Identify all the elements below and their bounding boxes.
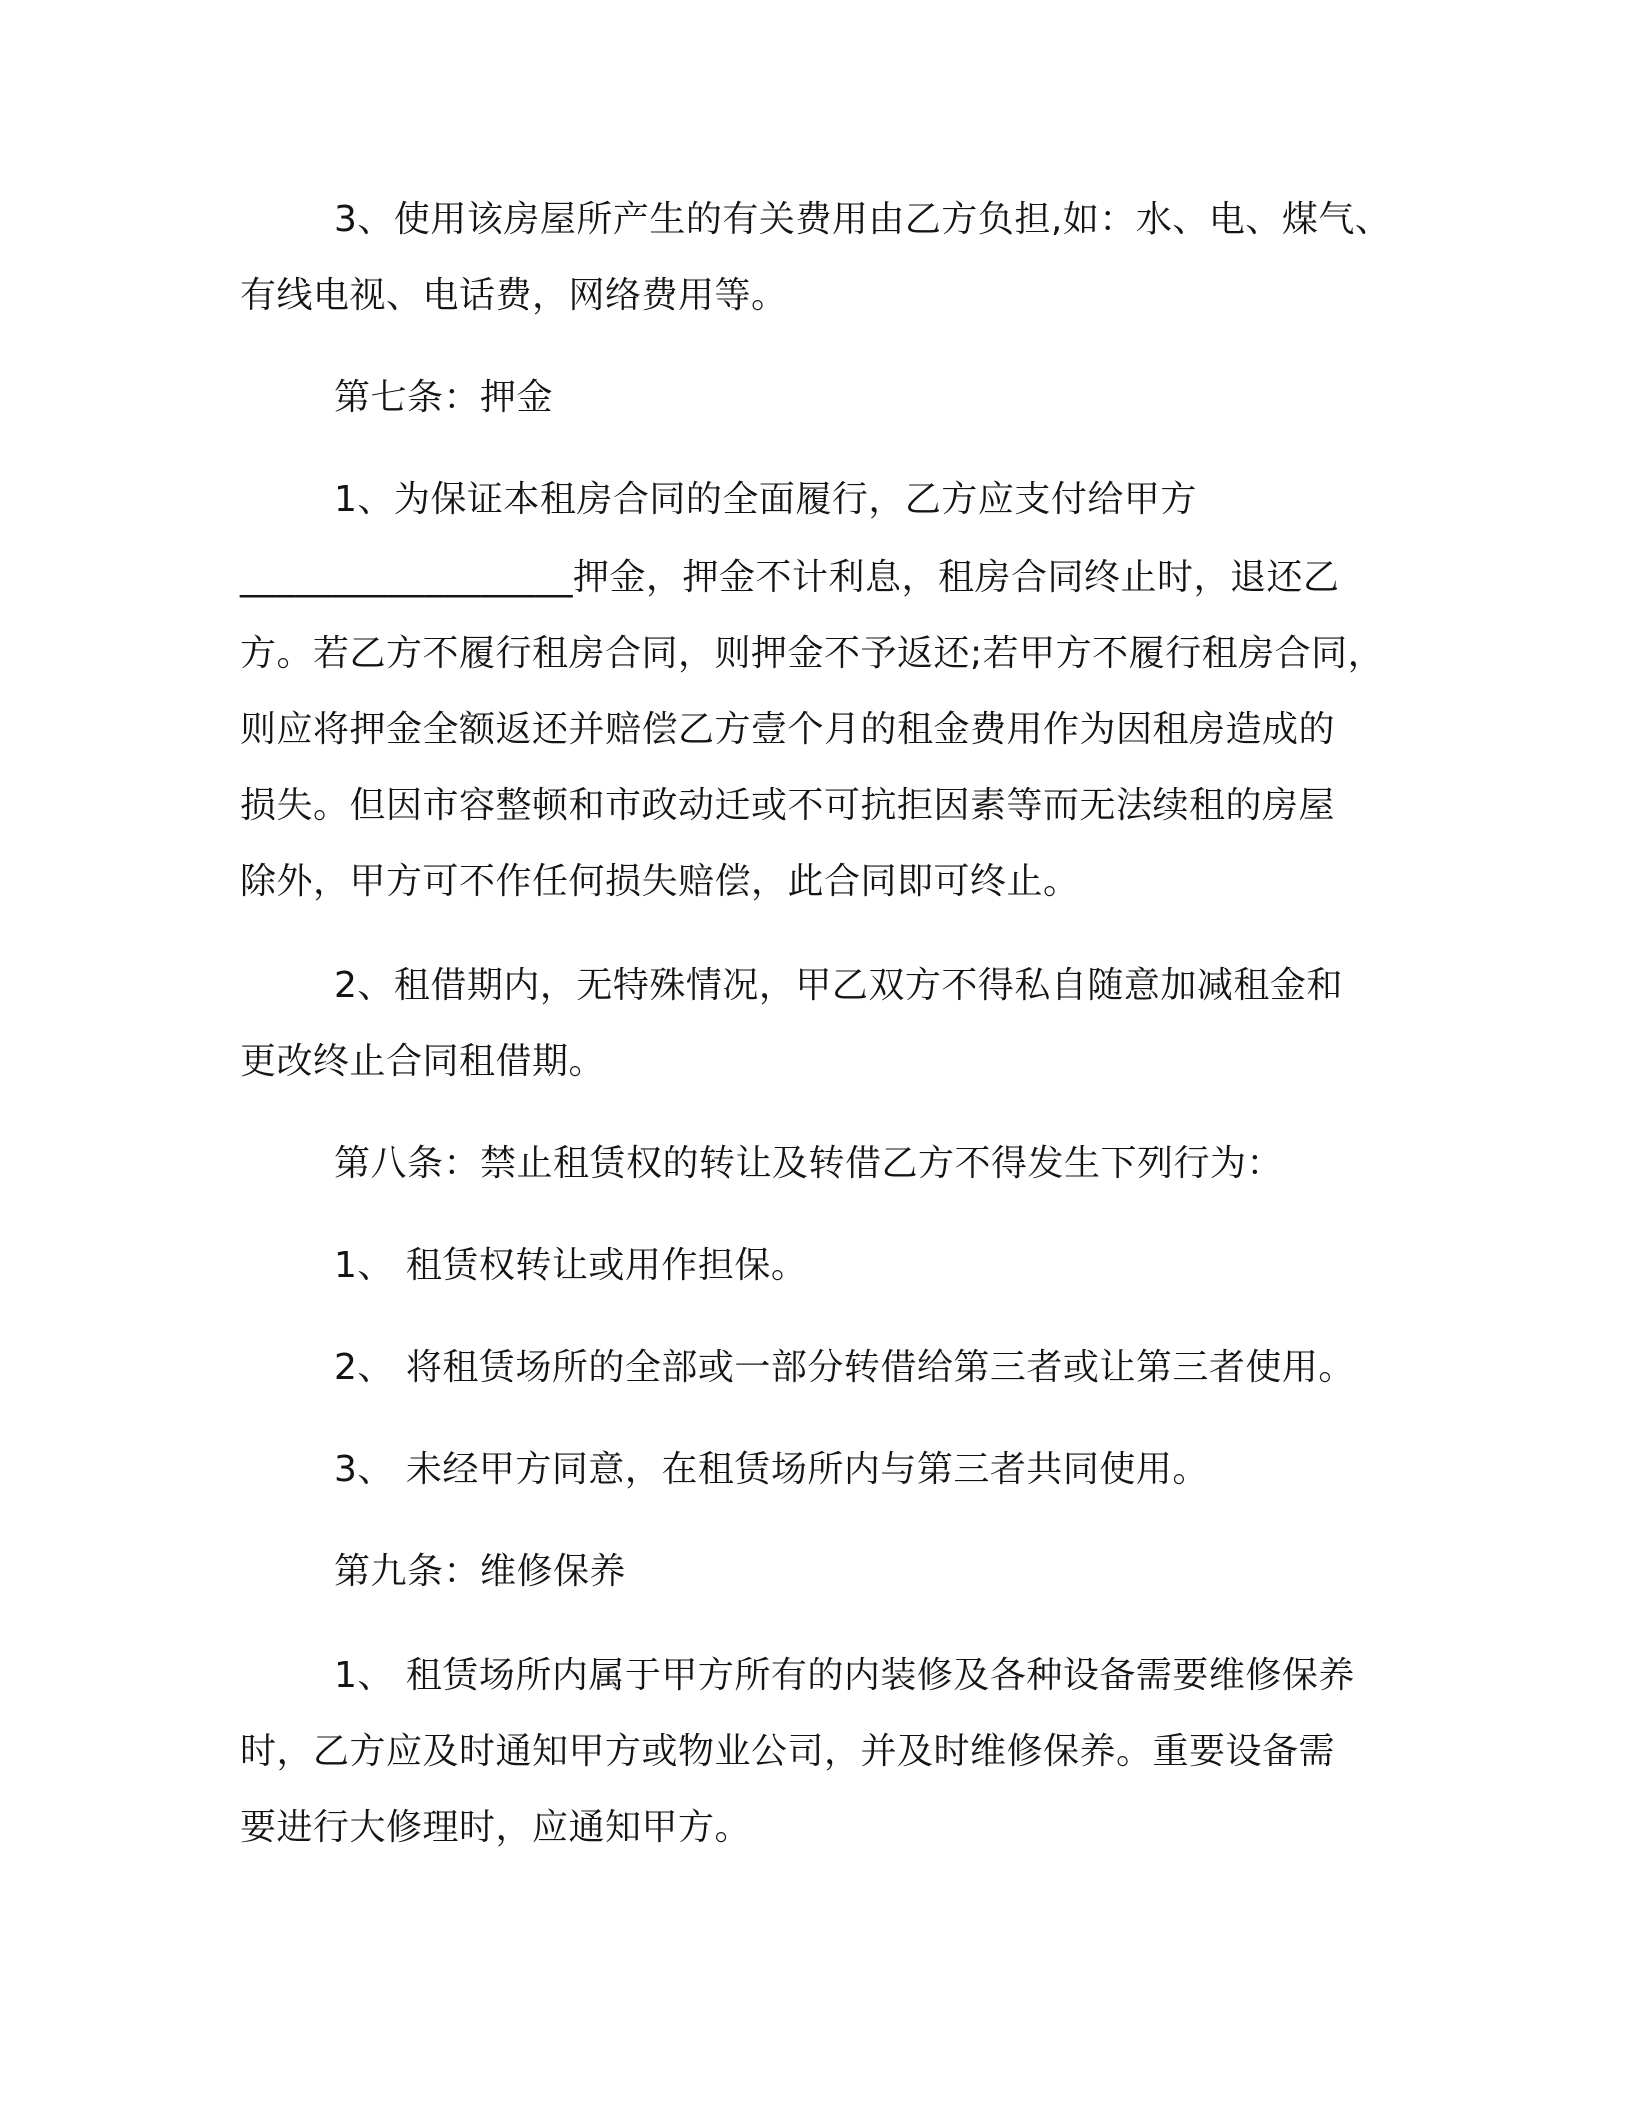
clause-7-item-1-line-5: 损失。但因市容整顿和市政动迁或不可抗拒因素等而无法续租的房屋 <box>240 785 1336 826</box>
clause-6-item-3-line-2: 有线电视、电话费，网络费用等。 <box>240 275 788 316</box>
clause-7-item-1-line-6: 除外，甲方可不作任何损失赔偿，此合同即可终止。 <box>240 861 1080 902</box>
clause-7-item-2-line-1: 2、租借期内，无特殊情况，甲乙双方不得私自随意加减租金和 <box>334 965 1343 1006</box>
clause-6-item-3-line-1: 3、使用该房屋所产生的有关费用由乙方负担,如：水、电、煤气、 <box>334 199 1392 240</box>
clause-7-item-1-line-3: 方。若乙方不履行租房合同，则押金不予返还;若甲方不履行租房合同， <box>240 633 1385 674</box>
clause-7-item-1-line-1: 1、为保证本租房合同的全面履行，乙方应支付给甲方 <box>334 479 1197 520</box>
clause-9-item-1-line-2: 时，乙方应及时通知甲方或物业公司，并及时维修保养。重要设备需 <box>240 1731 1336 1772</box>
clause-8-item-3: 3、 未经甲方同意，在租赁场所内与第三者共同使用。 <box>334 1449 1209 1490</box>
clause-7-heading: 第七条：押金 <box>334 377 554 418</box>
clause-7-item-2-line-2: 更改终止合同租借期。 <box>240 1041 606 1082</box>
clause-7-item-1-line-2: __________________押金，押金不计利息，租房合同终止时，退还乙 <box>240 557 1340 598</box>
clause-8-heading: 第八条：禁止租赁权的转让及转借乙方不得发生下列行为： <box>334 1143 1284 1184</box>
clause-8-item-2: 2、 将租赁场所的全部或一部分转借给第三者或让第三者使用。 <box>334 1347 1355 1388</box>
clause-7-item-1-line-4: 则应将押金全额返还并赔偿乙方壹个月的租金费用作为因租房造成的 <box>240 709 1336 750</box>
clause-9-heading: 第九条：维修保养 <box>334 1551 627 1592</box>
clause-8-item-1: 1、 租赁权转让或用作担保。 <box>334 1245 808 1286</box>
clause-9-item-1-line-1: 1、 租赁场所内属于甲方所有的内装修及各种设备需要维修保养 <box>334 1655 1355 1696</box>
clause-9-item-1-line-3: 要进行大修理时，应通知甲方。 <box>240 1807 752 1848</box>
